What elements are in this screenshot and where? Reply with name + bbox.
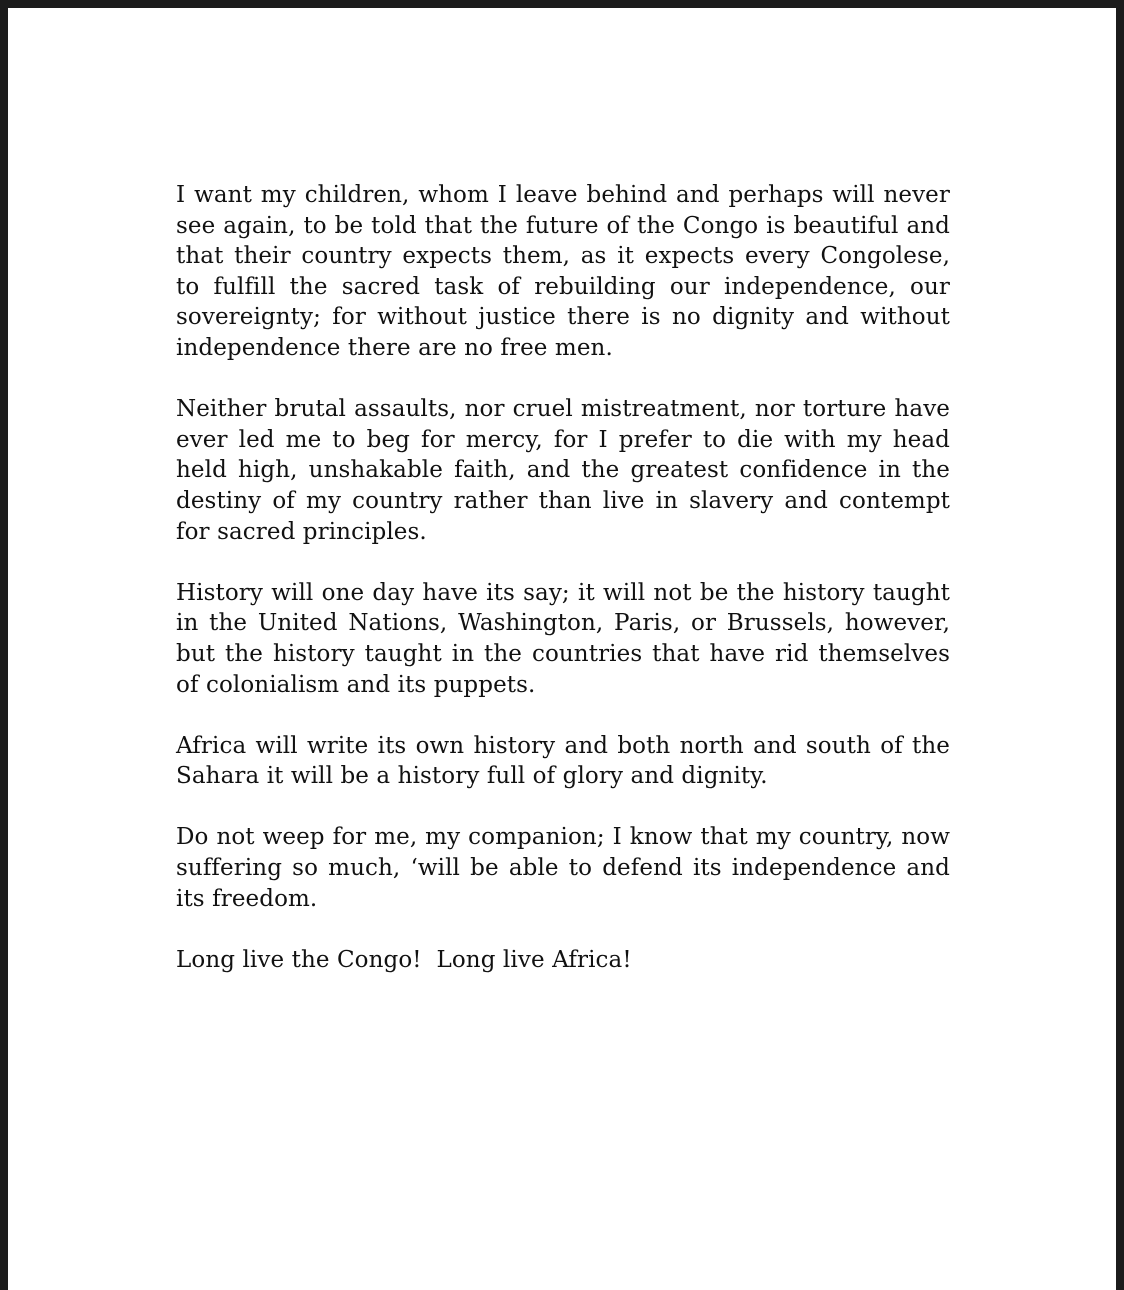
paragraph-4: Africa will write its own history and both north and south of the Sahara it will be a history full of glory and dignity. xyxy=(176,732,950,790)
paragraph-2: Neither brutal assaults, nor cruel mistreatment, nor torture have ever led me to beg for mercy, for I prefer to die with my head held high, unshakable faith, and the greatest confidence in the destiny of my country rather than live in slavery and contempt for sacred principles. xyxy=(176,396,950,545)
document-page xyxy=(8,8,1116,1290)
paragraph-3: History will one day have its say; it will not be the history taught in the United Nations, Washington, Paris, or Brussels, however, but the history taught in the countries that have rid themselves of colonialism and its puppets. xyxy=(176,579,950,698)
document-body xyxy=(176,180,950,975)
paragraph-5: Do not weep for me, my companion; I know that my country, now suffering so much, ‘will be able to defend its independence and its freedom. xyxy=(176,824,950,912)
paragraph-6: Long live the Congo! Long live Africa! xyxy=(176,946,632,973)
paragraph-1: I want my children, whom I leave behind and perhaps will never see again, to be told that the future of the Congo is beautiful and that their country expects them, as it expects every Congolese, to fulfill the sacred task of rebuilding our independence, our sovereignty; for without justice there is no dignity and without independence there are no free men. xyxy=(176,182,950,361)
